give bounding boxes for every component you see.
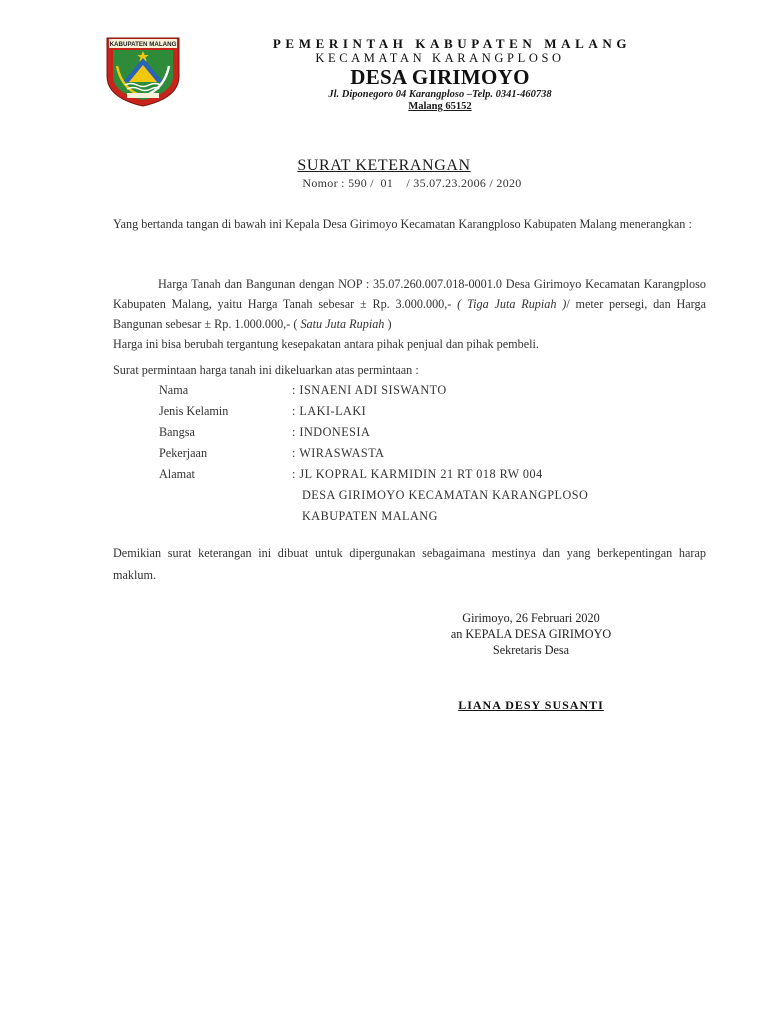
detail-value: : LAKI-LAKI: [292, 404, 367, 418]
signature-position: Sekretaris Desa: [492, 643, 570, 657]
detail-value: : WIRASWASTA: [292, 446, 385, 460]
detail-label: Alamat: [159, 467, 195, 481]
price-text-2: / meter persegi, dan Harga Bangunan sebesar ± Rp. 1.000.000,- (: [113, 297, 707, 331]
signatory-name: LIANA DESY SUSANTI: [458, 698, 604, 712]
detail-label: Jenis Kelamin: [159, 404, 229, 418]
letterhead-village: DESA GIRIMOYO: [350, 65, 530, 89]
price-text-3: ): [384, 317, 392, 331]
address-continued-line: DESA GIRIMOYO KECAMATAN KARANGPLOSO: [302, 488, 589, 502]
letterhead-city: Malang 65152: [408, 101, 472, 112]
detail-value: : INDONESIA: [292, 425, 371, 439]
letterhead-address: Jl. Diponegoro 04 Karangploso –Telp. 0341-460738: [328, 89, 552, 100]
price-land-words: ( Tiga Juta Rupiah ): [457, 297, 567, 311]
detail-label: Pekerjaan: [159, 446, 208, 460]
letterhead-district: KECAMATAN KARANGPLOSO: [315, 51, 565, 65]
opening-paragraph: Yang bertanda tangan di bawah ini Kepala Desa Girimoyo Kecamatan Karangploso Kabupaten Malang menerangkan :: [113, 217, 692, 231]
document-number: Nomor : 590 / 01 / 35.07.23.2006 / 2020: [302, 176, 522, 190]
price-text-1: Harga Tanah dan Bangunan dengan NOP : 35.07.260.007.018-0001.0 Desa Girimoyo Kecamatan Karangploso Kabupaten Malang, yaitu Harga Tanah sebesar ± Rp. 3.000.000,-: [113, 277, 706, 311]
signature-on-behalf: an KEPALA DESA GIRIMOYO: [450, 627, 612, 641]
address-continued-line: KABUPATEN MALANG: [302, 509, 438, 523]
detail-value: : JL KOPRAL KARMIDIN 21 RT 018 RW 004: [292, 467, 543, 481]
letterhead-government: PEMERINTAH KABUPATEN MALANG: [272, 36, 632, 51]
emblem-label: KABUPATEN MALANG: [109, 41, 177, 48]
closing-paragraph: Demikian surat keterangan ini dibuat untuk dipergunakan sebagaimana mestinya dan yang berkepentingan harap maklum.: [113, 546, 706, 582]
detail-label: Nama: [159, 383, 189, 397]
body-paragraph: [113, 274, 706, 354]
signature-place-date: Girimoyo, 26 Februari 2020: [462, 611, 600, 625]
kabupaten-malang-emblem: [105, 36, 181, 108]
price-statement: [113, 274, 706, 334]
price-note: Harga ini bisa berubah tergantung kesepakatan antara pihak penjual dan pihak pembeli.: [113, 337, 539, 351]
detail-value: : ISNAENI ADI SISWANTO: [292, 383, 447, 397]
price-building-words: Satu Juta Rupiah: [300, 317, 385, 331]
letterhead: [180, 36, 700, 113]
detail-label: Bangsa: [159, 425, 195, 439]
request-intro: Surat permintaan harga tanah ini dikeluarkan atas permintaan :: [113, 363, 419, 377]
document-title: SURAT KETERANGAN: [297, 157, 471, 174]
